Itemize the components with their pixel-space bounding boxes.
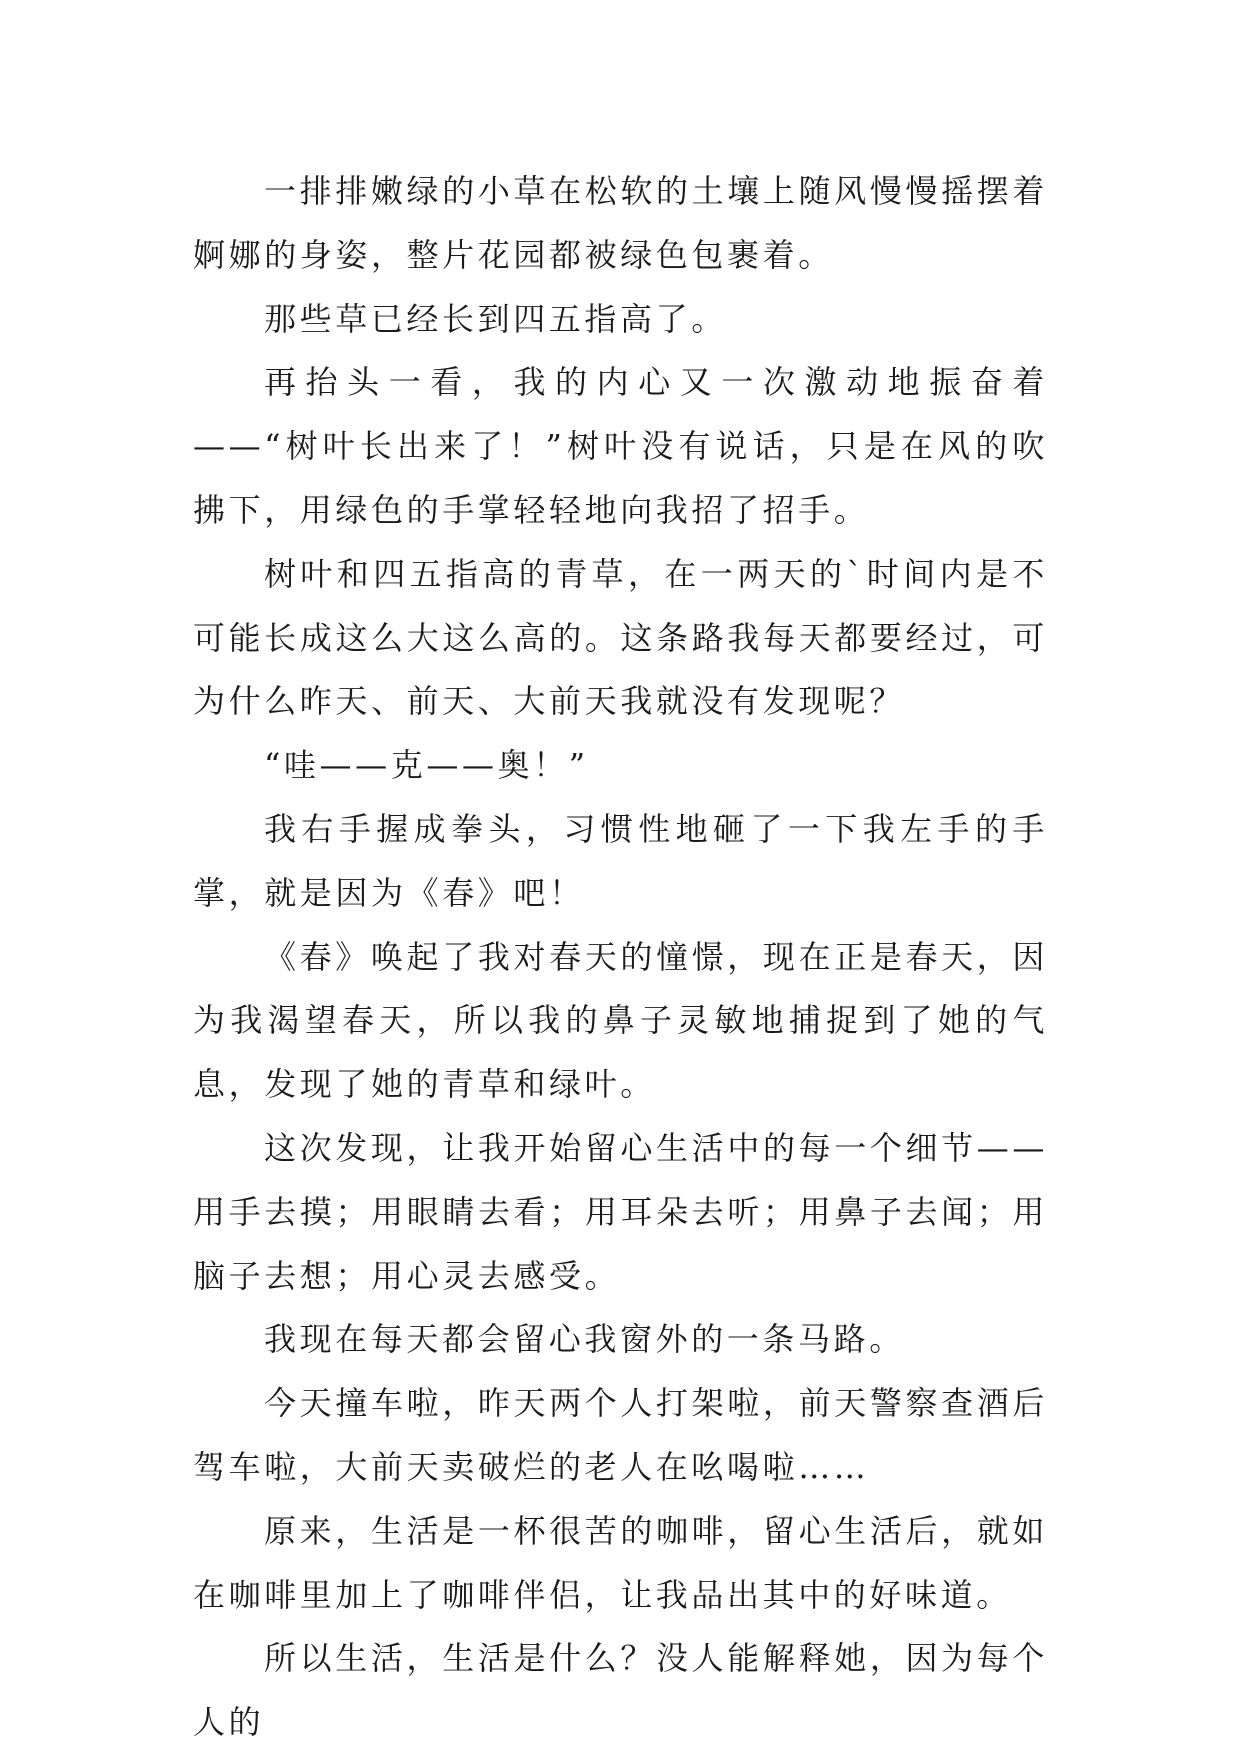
paragraph-3: 再抬头一看，我的内心又一次激动地振奋着——“树叶长出来了！”树叶没有说话，只是在风的吹拂下，用绿色的手掌轻轻地向我招了招手。 (193, 363, 1048, 529)
paragraph-6: 我右手握成拳头，习惯性地砸了一下我左手的手掌，就是因为《春》吧！ (193, 809, 1048, 912)
paragraph-9: 我现在每天都会留心我窗外的一条马路。 (264, 1320, 905, 1359)
paragraph-4: 树叶和四五指高的青草，在一两天的`时间内是不可能长成这么大这么高的。这条路我每天都要经过，可为什么昨天、前天、大前天我就没有发现呢？ (193, 554, 1048, 721)
paragraph-8: 这次发现，让我开始留心生活中的每一个细节——用手去摸；用眼睛去看；用耳朵去听；用鼻子去闻；用脑子去想；用心灵去感受。 (193, 1128, 1048, 1295)
paragraph-1: 一排排嫩绿的小草在松软的土壤上随风慢慢摇摆着婀娜的身姿，整片花园都被绿色包裹着。 (193, 172, 1048, 274)
paragraph-10: 今天撞车啦，昨天两个人打架啦，前天警察查酒后驾车啦，大前天卖破烂的老人在吆喝啦…… (193, 1384, 1048, 1486)
paragraph-7: 《春》唤起了我对春天的憧憬，现在正是春天，因为我渴望春天，所以我的鼻子灵敏地捕捉到了她的气息，发现了她的青草和绿叶。 (193, 937, 1048, 1104)
paragraph-2: 那些草已经长到四五指高了。 (264, 299, 727, 338)
essay-body (193, 160, 1048, 1755)
paragraph-12: 所以生活，生活是什么？没人能解释她，因为每个人的 (193, 1639, 1048, 1742)
paragraph-11: 原来，生活是一杯很苦的咖啡，留心生活后，就如在咖啡里加上了咖啡伴侣，让我品出其中的好味道。 (193, 1511, 1048, 1614)
paragraph-5: “哇——克——奥！” (264, 746, 589, 785)
